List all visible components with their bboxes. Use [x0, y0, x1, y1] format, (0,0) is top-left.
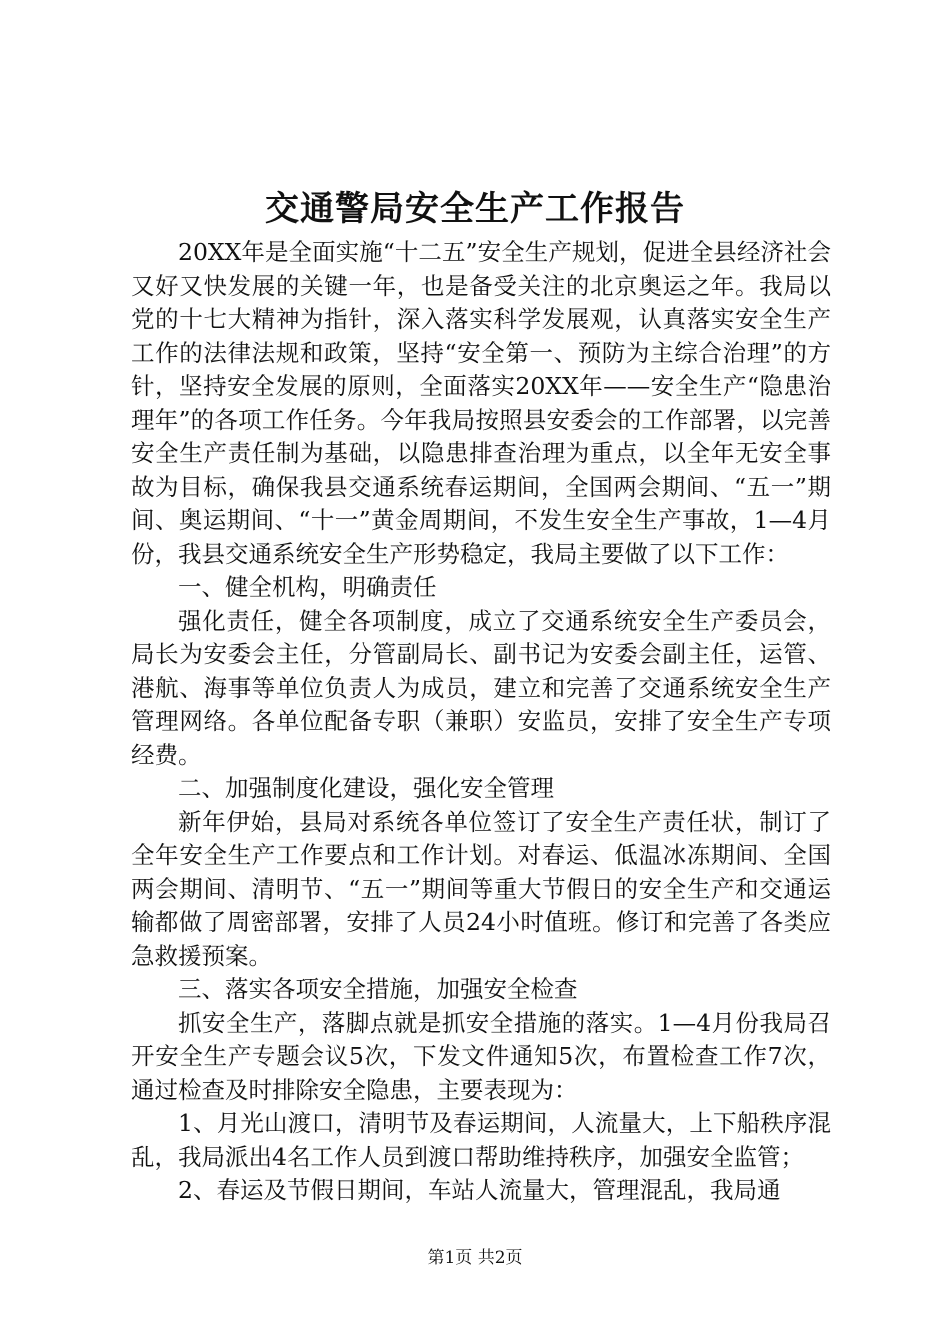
page-footer: 第1页 共2页: [427, 1248, 523, 1268]
paragraph-section-1: 强化责任，健全各项制度，成立了交通系统安全生产委员会，局长为安委会主任，分管副局长、副书记为安委会副主任，运管、港航、海事等单位负责人为成员，建立和完善了交通系统安全生产管理网络。各单位配备专职（兼职）安监员，安排了安全生产专项经费。: [131, 606, 831, 769]
list-item-2: 2、春运及节假日期间，车站人流量大，管理混乱，我局通: [178, 1176, 781, 1204]
paragraph-intro: 20XX年是全面实施“十二五”安全生产规划，促进全县经济社会又好又快发展的关键一年，也是备受关注的北京奥运之年。我局以党的十七大精神为指针，深入落实科学发展观，认真落实安全生产工作的法律法规和政策，坚持“安全第一、预防为主综合治理”的方针，坚持安全发展的原则，全面落实20XX年——安全生产“隐患治理年”的各项工作任务。今年我局按照县安委会的工作部署，以完善安全生产责任制为基础，以隐患排查治理为重点，以全年无安全事故为目标，确保我县交通系统春运期间，全国两会期间、“五一”期间、奥运期间、“十一”黄金周期间，不发生安全生产事故，1—4月份，我县交通系统安全生产形势稳定，我局主要做了以下工作：: [131, 238, 831, 568]
document-title: 交通警局安全生产工作报告: [265, 189, 685, 229]
paragraph-section-3: 抓安全生产，落脚点就是抓安全措施的落实。1—4月份我局召开安全生产专题会议5次，下发文件通知5次，布置检查工作7次，通过检查及时排除安全隐患，主要表现为：: [131, 1008, 831, 1104]
section-heading-2: 二、加强制度化建设，强化安全管理: [178, 774, 554, 802]
list-item-1: 1、月光山渡口，清明节及春运期间，人流量大，上下船秩序混乱，我局派出4名工作人员到渡口帮助维持秩序，加强安全监管；: [131, 1109, 831, 1171]
section-heading-1: 一、健全机构，明确责任: [178, 573, 437, 601]
section-heading-3: 三、落实各项安全措施，加强安全检查: [178, 975, 578, 1003]
paragraph-section-2: 新年伊始，县局对系统各单位签订了安全生产责任状，制订了全年安全生产工作要点和工作计划。对春运、低温冰冻期间、全国两会期间、清明节、“五一”期间等重大节假日的安全生产和交通运输都做了周密部署，安排了人员24小时值班。修订和完善了各类应急救援预案。: [131, 807, 831, 970]
document-body: [131, 236, 831, 1208]
